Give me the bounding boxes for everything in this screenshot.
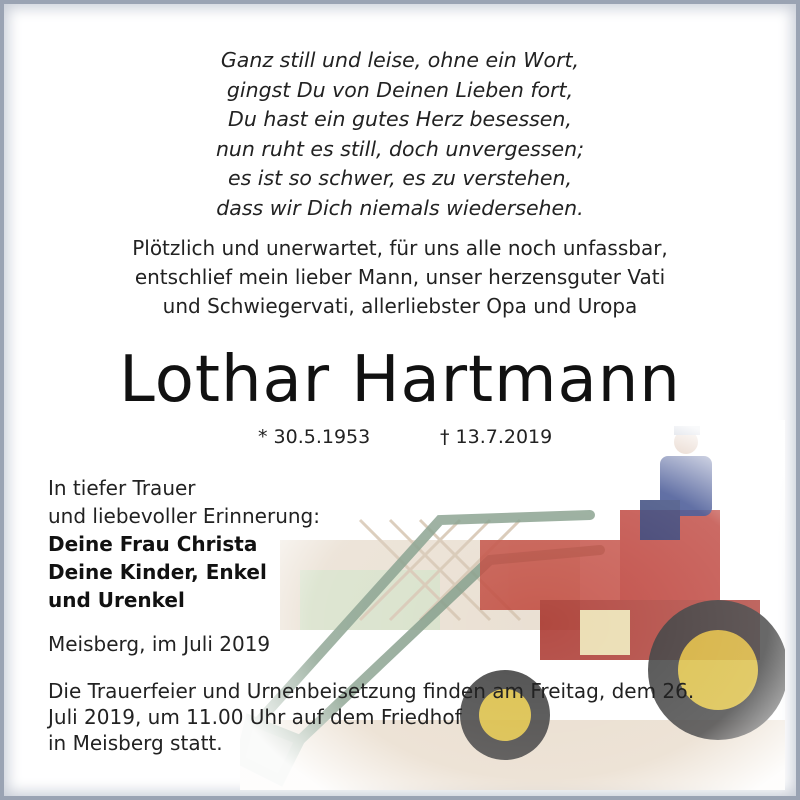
poem-line: gingst Du von Deinen Lieben fort,	[226, 77, 574, 102]
intro-line: und Schwiegervati, allerliebster Opa und Uropa	[162, 294, 638, 318]
mourners-intro-line: In tiefer Trauer	[48, 476, 196, 500]
memorial-poem	[0, 46, 800, 223]
intro-line: Plötzlich und unerwartet, für uns alle noch unfassbar,	[132, 236, 668, 260]
poem-line: es ist so schwer, es zu verstehen,	[227, 166, 573, 190]
poem-line: Du hast ein gutes Herz besessen,	[228, 107, 572, 131]
birth-date: * 30.5.1953	[258, 426, 371, 448]
place-and-date: Meisberg, im Juli 2019	[48, 632, 271, 656]
poem-line: Ganz still und leise, ohne ein Wort,	[220, 48, 580, 72]
funeral-notice	[48, 678, 768, 756]
death-date: † 13.7.2019	[440, 426, 553, 448]
notice-line: in Meisberg statt.	[48, 731, 223, 755]
poem-line: dass wir Dich niemals wiedersehen.	[216, 195, 584, 220]
notice-line: Juli 2019, um 11.00 Uhr auf dem Friedhof	[48, 705, 462, 729]
mourners-block	[48, 474, 408, 614]
mourners-intro-line: und liebevoller Erinnerung:	[48, 504, 320, 528]
deceased-name: Lothar Hartmann	[119, 343, 681, 417]
mourner-name: und Urenkel	[48, 588, 185, 612]
mourner-name: Deine Frau Christa	[48, 532, 258, 556]
announcement-text	[0, 234, 800, 321]
poem-line: nun ruht es still, doch unvergessen;	[215, 136, 585, 161]
notice-line: Die Trauerfeier und Urnenbeisetzung finden am Freitag, dem 26.	[48, 679, 695, 703]
intro-line: entschlief mein lieber Mann, unser herzensguter Vati	[134, 265, 666, 289]
mourner-name: Deine Kinder, Enkel	[48, 560, 267, 584]
